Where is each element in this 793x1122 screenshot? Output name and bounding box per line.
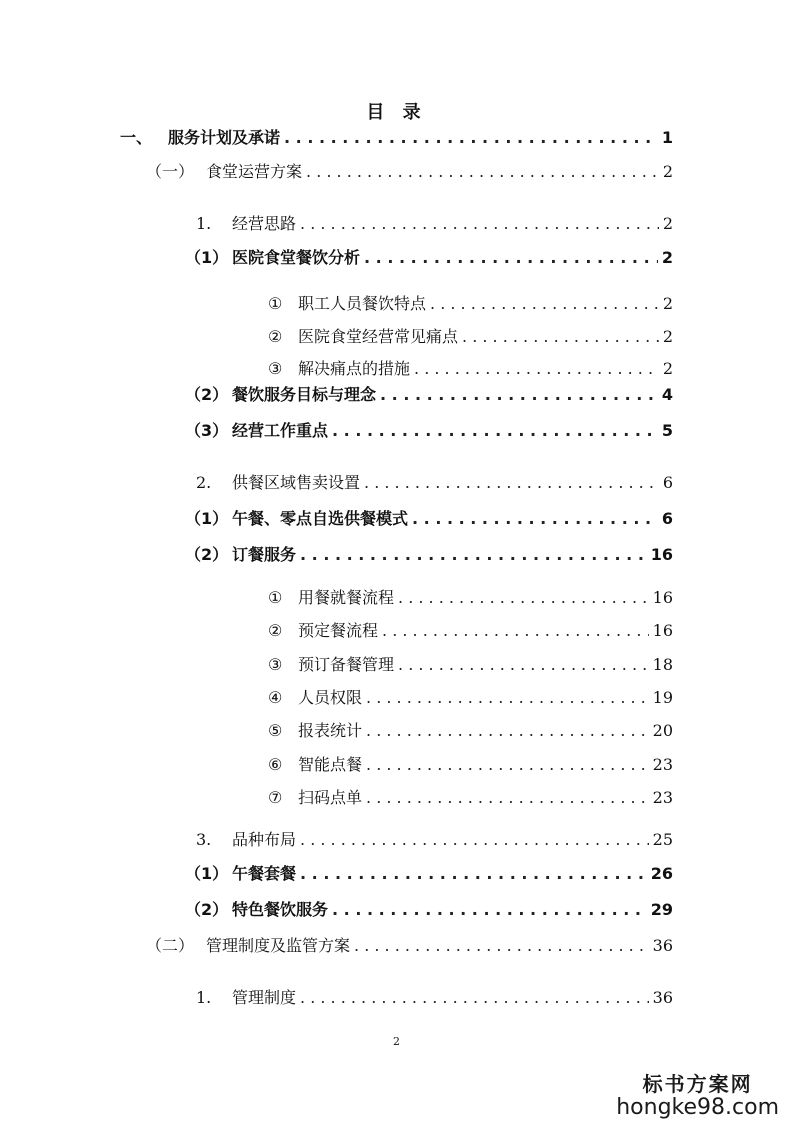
toc-leader-dots — [430, 292, 659, 316]
toc-entry-page: 2 — [662, 359, 673, 378]
toc-entry — [196, 212, 673, 236]
toc-leader-dots — [380, 383, 658, 407]
toc-entry-number: （3） — [185, 421, 229, 440]
toc-leader-dots — [414, 357, 659, 381]
toc-entry — [146, 160, 673, 184]
toc-entry-text: 人员权限 — [298, 688, 363, 707]
toc-entry-page: 19 — [652, 688, 673, 707]
toc-entry-text: 预订备餐管理 — [298, 655, 395, 674]
toc-entry-text: 管理制度及监管方案 — [206, 936, 351, 955]
toc-entry — [146, 934, 673, 958]
toc-entry-number: ⑦ — [268, 788, 283, 807]
toc-entry-number: （2） — [185, 900, 229, 919]
toc-entry — [268, 753, 673, 777]
toc-entry — [196, 471, 673, 495]
toc-entry-number: 1. — [196, 988, 212, 1007]
toc-entry-text: 经营工作重点 — [232, 421, 329, 440]
toc-entry-number: ① — [268, 294, 283, 313]
toc-entry-page: 23 — [652, 788, 673, 807]
watermark-cn: 标书方案网 — [642, 1072, 753, 1096]
toc-entry — [185, 862, 673, 886]
toc-entry-text: 品种布局 — [232, 830, 297, 849]
toc-entry-text: 扫码点单 — [298, 788, 363, 807]
toc-entry-page: 23 — [652, 755, 673, 774]
toc-entry — [196, 828, 673, 852]
toc-leader-dots — [366, 786, 649, 810]
toc-leader-dots — [462, 325, 659, 349]
toc-leader-dots — [364, 246, 658, 270]
toc-entry-page: 20 — [652, 721, 673, 740]
toc-entry-text: 供餐区域售卖设置 — [232, 473, 361, 492]
toc-entry-text: 餐饮服务目标与理念 — [232, 385, 377, 404]
toc-leader-dots — [284, 126, 658, 150]
toc-entry-page: 18 — [652, 655, 673, 674]
toc-leader-dots — [366, 753, 649, 777]
toc-entry-number: ② — [268, 327, 283, 346]
toc-entry-page: 16 — [650, 545, 673, 564]
toc-entry-page: 2 — [662, 294, 673, 313]
toc-entry-page: 2 — [662, 162, 673, 181]
toc-leader-dots — [412, 507, 658, 531]
toc-entry-number: （一） — [146, 162, 195, 181]
toc-entry-page: 1 — [661, 128, 673, 147]
toc-leader-dots — [398, 586, 649, 610]
toc-entry-text: 食堂运营方案 — [206, 162, 303, 181]
toc-entry — [268, 292, 673, 316]
toc-entry — [268, 325, 673, 349]
toc-entry-number: 1. — [196, 214, 212, 233]
toc-entry-number: （1） — [185, 864, 229, 883]
toc-entry-page: 2 — [662, 327, 673, 346]
toc-entry-text: 特色餐饮服务 — [232, 900, 329, 919]
toc-entry — [268, 619, 673, 643]
toc-entry-number: 3. — [196, 830, 212, 849]
toc-entry-text: 预定餐流程 — [298, 621, 379, 640]
toc-entry-text: 经营思路 — [232, 214, 297, 233]
toc-leader-dots — [300, 543, 647, 567]
toc-entry-text: 午餐套餐 — [232, 864, 297, 883]
toc-entry-page: 25 — [652, 830, 673, 849]
toc-title: 目 录 — [366, 102, 427, 123]
toc-entry-number: ① — [268, 588, 283, 607]
page-number: 2 — [393, 1035, 400, 1048]
toc-entry — [268, 719, 673, 743]
toc-entry — [185, 898, 673, 922]
toc-entry — [185, 383, 673, 407]
toc-entry — [268, 357, 673, 381]
toc-entry — [268, 653, 673, 677]
toc-entry-text: 管理制度 — [232, 988, 297, 1007]
toc-entry-number: （1） — [185, 248, 229, 267]
toc-entry-text: 报表统计 — [298, 721, 363, 740]
toc-entry-text: 午餐、零点自选供餐模式 — [232, 509, 409, 528]
toc-entry-number: （二） — [146, 936, 195, 955]
toc-entry-number: （2） — [185, 545, 229, 564]
toc-entry-page: 36 — [652, 988, 673, 1007]
toc-leader-dots — [354, 934, 649, 958]
toc-entry — [268, 786, 673, 810]
toc-leader-dots — [332, 898, 647, 922]
toc-entry-number: （2） — [185, 385, 229, 404]
toc-entry-page: 5 — [661, 421, 673, 440]
toc-entry — [268, 586, 673, 610]
toc-entry — [268, 686, 673, 710]
toc-entry-text: 服务计划及承诺 — [168, 128, 281, 147]
toc-entry — [120, 126, 673, 150]
toc-entry-page: 16 — [652, 588, 673, 607]
watermark-logo — [616, 1068, 779, 1120]
toc-leader-dots — [382, 619, 649, 643]
watermark-en: hongke98.com — [616, 1095, 779, 1120]
toc-entry — [185, 507, 673, 531]
toc-entry-text: 医院食堂经营常见痛点 — [298, 327, 459, 346]
toc-entry-page: 4 — [661, 385, 673, 404]
toc-leader-dots — [332, 419, 658, 443]
toc-entry-page: 16 — [652, 621, 673, 640]
toc-entry-number: ⑤ — [268, 721, 283, 740]
toc-leader-dots — [300, 986, 649, 1010]
toc-entry — [185, 419, 673, 443]
toc-leader-dots — [364, 471, 659, 495]
toc-entry-number: 一、 — [120, 128, 153, 147]
toc-entry-number: ③ — [268, 359, 283, 378]
toc-entry-number: （1） — [185, 509, 229, 528]
toc-leader-dots — [306, 160, 659, 184]
toc-entry-text: 医院食堂餐饮分析 — [232, 248, 361, 267]
toc-entry-page: 6 — [661, 509, 673, 528]
toc-entry-number: ② — [268, 621, 283, 640]
toc-entry-text: 职工人员餐饮特点 — [298, 294, 427, 313]
toc-entry — [185, 543, 673, 567]
toc-entry-number: ③ — [268, 655, 283, 674]
toc-entry — [196, 986, 673, 1010]
toc-entry-text: 用餐就餐流程 — [298, 588, 395, 607]
toc-entry-page: 29 — [650, 900, 673, 919]
toc-leader-dots — [300, 212, 659, 236]
toc-entry-page: 6 — [662, 473, 673, 492]
toc-entry-number: ④ — [268, 688, 283, 707]
toc-leader-dots — [366, 686, 649, 710]
toc-entry — [185, 246, 673, 270]
toc-leader-dots — [398, 653, 649, 677]
toc-entry-text: 订餐服务 — [232, 545, 297, 564]
toc-entry-number: 2. — [196, 473, 212, 492]
toc-leader-dots — [366, 719, 649, 743]
toc-entry-number: ⑥ — [268, 755, 283, 774]
toc-entry-page: 36 — [652, 936, 673, 955]
toc-leader-dots — [300, 862, 647, 886]
toc-entry-page: 2 — [661, 248, 673, 267]
toc-entry-text: 智能点餐 — [298, 755, 363, 774]
toc-entry-text: 解决痛点的措施 — [298, 359, 411, 378]
toc-leader-dots — [300, 828, 649, 852]
toc-entry-page: 2 — [662, 214, 673, 233]
toc-entry-page: 26 — [650, 864, 673, 883]
